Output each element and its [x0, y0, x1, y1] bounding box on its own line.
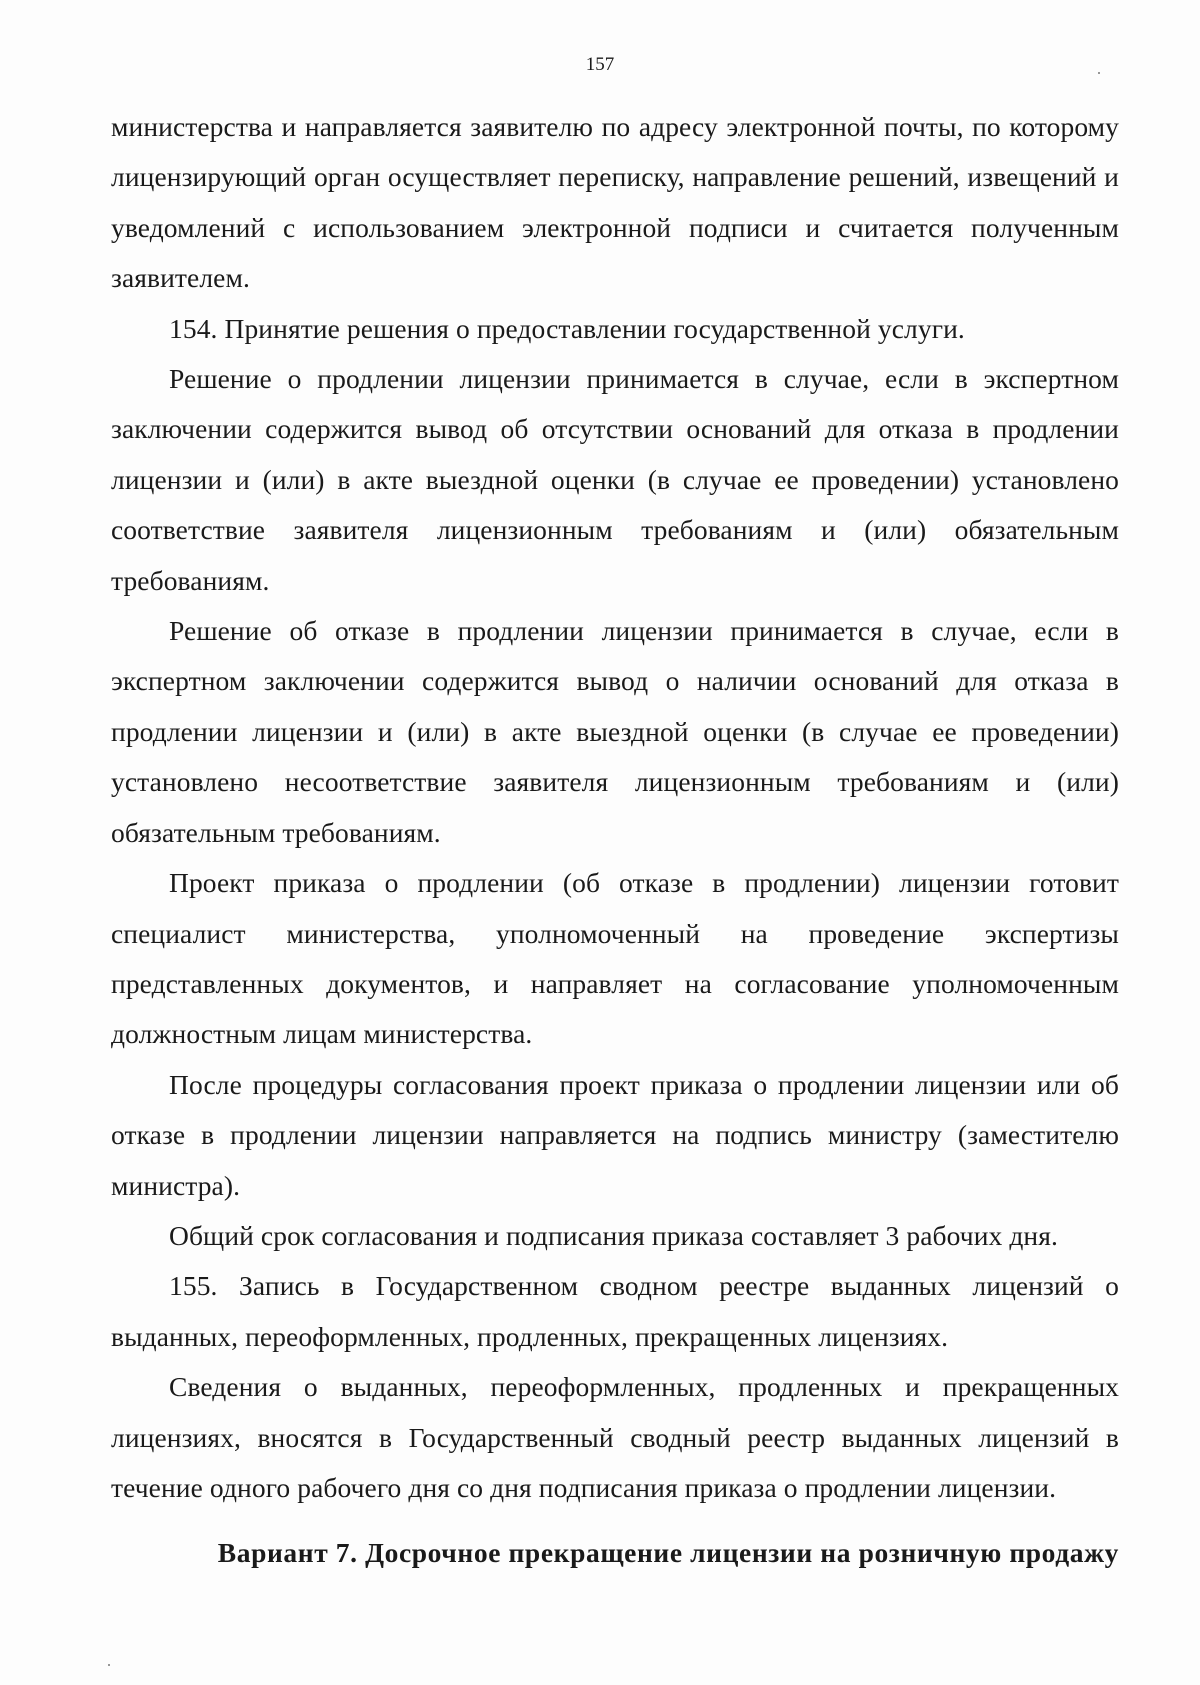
paragraph-9: Сведения о выданных, переоформленных, продленных и прекращенных лицензиях, вносятся в Государственный сводный реестр выданных лицензий в течение одного рабочего дня со дня подписания приказа о продлении лицензии. [111, 1371, 1119, 1503]
paragraph-6: После процедуры согласования проект приказа о продлении лицензии или об отказе в продлении лицензии направляется на подпись министру (заместителю министра). [111, 1068, 1119, 1201]
paragraph-4: Решение об отказе в продлении лицензии принимается в случае, если в экспертном заключении содержится вывод о наличии оснований для отказа в продлении лицензии и (или) в акте выездной оценки (в случае ее проведении) установлено несоответствие заявителя лицензионным требованиям и (или) обязательным требованиям. [111, 615, 1119, 848]
section-heading-text: Вариант 7. Досрочное прекращение лицензии на розничную продажу [217, 1537, 1119, 1568]
section-heading [111, 1528, 1119, 1578]
scan-speck [108, 1664, 110, 1666]
body-text [111, 102, 1119, 1513]
paragraph-1: министерства и направляется заявителю по адресу электронной почты, по которому лицензирующий орган осуществляет переписку, направление решений, извещений и уведомлений с использованием электронной подписи и считается полученным заявителем. [111, 111, 1119, 294]
paragraph-2: 154. Принятие решения о предоставлении государственной услуги. [169, 312, 965, 344]
paragraph-7: Общий срок согласования и подписания приказа составляет 3 рабочих дня. [169, 1219, 1058, 1251]
paragraph-5: Проект приказа о продлении (об отказе в продлении) лицензии готовит специалист министерства, уполномоченный на проведение экспертизы представленных документов, и направляет на согласование уполномоченным должностным лицам министерства. [111, 867, 1119, 1050]
page-number: 157 [585, 54, 615, 75]
paragraph-8: 155. Запись в Государственном сводном реестре выданных лицензий о выданных, переоформленных, продленных, прекращенных лицензиях. [111, 1270, 1119, 1352]
paragraph-3: Решение о продлении лицензии принимается в случае, если в экспертном заключении содержится вывод об отсутствии оснований для отказа в продлении лицензии и (или) в акте выездной оценки (в случае ее проведении) установлено соответствие заявителя лицензионным требованиям и (или) обязательным требованиям. [111, 363, 1119, 596]
scan-speck [1098, 72, 1100, 74]
